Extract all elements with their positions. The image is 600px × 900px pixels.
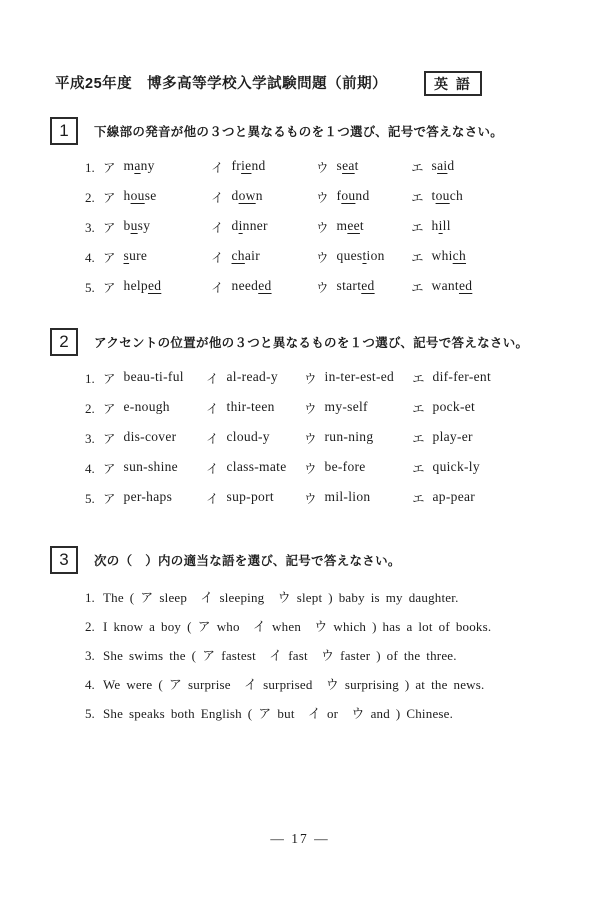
question-row: [85, 369, 580, 399]
choice-kana: イ: [211, 281, 224, 295]
choice: [411, 188, 580, 206]
choice-word: in-ter-est-ed: [324, 369, 395, 384]
choice-word: [124, 188, 157, 206]
word-part: sy: [137, 218, 151, 233]
word-part: s: [336, 158, 343, 173]
underlined-part: ie: [241, 158, 252, 173]
choice-word: [432, 218, 451, 236]
choice-word: my-self: [324, 399, 368, 414]
word-part: n: [255, 188, 263, 203]
underlined-part: ed: [258, 278, 272, 293]
sentence-text: The ( ア sleep イ sleeping ウ slept ) baby is my daughter.: [103, 590, 459, 605]
question-row: [85, 489, 580, 519]
choice: [412, 399, 580, 417]
sentence-item: [85, 616, 580, 645]
word-part: m: [123, 158, 135, 173]
question-number: 3.: [85, 431, 95, 446]
choice-kana: イ: [211, 251, 224, 265]
choice-word: [432, 278, 473, 296]
question-row: [85, 399, 580, 429]
choice: [206, 429, 304, 447]
page-title: 平成25年度 博多高等学校入学試験問題（前期）: [55, 76, 388, 92]
sentence-text: She speaks both English ( ア but イ or ウ and ) Chinese.: [103, 706, 454, 721]
choice-kana: ア: [103, 372, 116, 386]
choice-word: [337, 278, 375, 296]
choice-kana: エ: [412, 492, 425, 506]
choice: [103, 248, 211, 266]
word-part: d: [447, 158, 455, 173]
underlined-part: ou: [435, 188, 450, 203]
underlined-part: s: [123, 248, 130, 263]
choice-kana: エ: [411, 281, 424, 295]
choice-word: dif-fer-ent: [432, 369, 492, 384]
question-number: 1.: [85, 590, 95, 605]
choice-word: sup-port: [226, 489, 274, 504]
choice: [411, 278, 580, 296]
choice-word: [124, 158, 155, 176]
word-part: fr: [231, 158, 242, 173]
word-part: ure: [129, 248, 148, 263]
choice-kana: ア: [103, 462, 116, 476]
word-part: ques: [336, 248, 363, 263]
choice: [206, 489, 304, 507]
choice-kana: エ: [411, 191, 424, 205]
choice-kana: ア: [103, 402, 116, 416]
underlined-part: i: [238, 218, 243, 233]
choice-word: al-read-y: [226, 369, 278, 384]
choice-kana: イ: [206, 462, 219, 476]
choice-kana: イ: [206, 432, 219, 446]
word-part: t: [354, 158, 359, 173]
choice-kana: ウ: [316, 221, 329, 235]
choice: [316, 218, 411, 236]
question-number: 3.: [85, 220, 95, 235]
section-2-header: [50, 328, 580, 356]
choice-kana: イ: [206, 492, 219, 506]
choice-kana: ア: [103, 161, 116, 175]
choice-kana: イ: [211, 161, 224, 175]
section-number-box: [50, 546, 78, 574]
choice-kana: ウ: [304, 432, 317, 446]
choice: [304, 399, 412, 417]
choice-word: per-haps: [123, 489, 173, 504]
choice-kana: エ: [412, 402, 425, 416]
choice: [304, 369, 412, 387]
choice: [103, 459, 206, 477]
choice: [211, 278, 316, 296]
choice-word: [232, 188, 263, 206]
choice: [211, 188, 316, 206]
choice-word: [232, 218, 268, 236]
word-part: whi: [431, 248, 453, 263]
question-number: 4.: [85, 677, 95, 692]
choice-word: [337, 158, 359, 176]
underlined-part: ed: [458, 278, 473, 293]
choice-kana: ウ: [304, 492, 317, 506]
word-part: ch: [449, 188, 464, 203]
word-part: want: [431, 278, 459, 293]
question-row: [85, 278, 580, 308]
choice: [304, 429, 412, 447]
choice: [412, 429, 580, 447]
choice-word: play-er: [432, 429, 473, 444]
choice: [304, 489, 412, 507]
choice: [103, 489, 206, 507]
choice-word: [432, 158, 455, 176]
word-part: help: [123, 278, 148, 293]
section-1-header: [50, 117, 580, 145]
choice-kana: ア: [103, 191, 116, 205]
exam-header: [55, 70, 600, 98]
choice-word: [337, 248, 385, 266]
section-3-header: [50, 546, 580, 574]
underlined-part: u: [130, 218, 138, 233]
question-number: 1.: [85, 160, 95, 175]
choice: [411, 218, 580, 236]
word-part: f: [336, 188, 342, 203]
choice-kana: イ: [206, 372, 219, 386]
choice: [206, 459, 304, 477]
underlined-part: ch: [231, 248, 245, 263]
question-row: [85, 158, 580, 188]
word-part: air: [244, 248, 260, 263]
choice-kana: エ: [411, 221, 424, 235]
word-part: m: [336, 218, 348, 233]
sentence-item: [85, 645, 580, 674]
word-part: ll: [442, 218, 451, 233]
subject-label: 英 語: [434, 75, 472, 92]
question-number: 3.: [85, 648, 95, 663]
choice: [103, 218, 211, 236]
underlined-part: ed: [361, 278, 375, 293]
choice-kana: ア: [103, 432, 116, 446]
word-part: d: [231, 218, 239, 233]
choice-word: dis-cover: [123, 429, 177, 444]
choice-word: class-mate: [226, 459, 287, 474]
word-part: se: [144, 188, 157, 203]
choice: [103, 429, 206, 447]
choice: [411, 248, 580, 266]
word-part: nner: [242, 218, 268, 233]
question-number: 2.: [85, 619, 95, 634]
choice-kana: エ: [412, 462, 425, 476]
choice: [316, 158, 411, 176]
choice: [103, 278, 211, 296]
question-number: 2.: [85, 190, 95, 205]
choice: [316, 248, 411, 266]
section-1: [50, 117, 580, 308]
section-2-rows: [85, 369, 580, 519]
choice: [412, 369, 580, 387]
choice-word: sun-shine: [123, 459, 178, 474]
choice-word: quick-ly: [432, 459, 480, 474]
choice-word: pock-et: [432, 399, 476, 414]
section-1-rows: [85, 158, 580, 308]
question-row: [85, 429, 580, 459]
choice: [411, 158, 580, 176]
underlined-part: ed: [147, 278, 162, 293]
underlined-part: a: [134, 158, 141, 173]
word-part: s: [431, 158, 438, 173]
sentence-text: We were ( ア surprise イ surprised ウ surprising ) at the news.: [103, 677, 485, 692]
underlined-part: ai: [437, 158, 448, 173]
choice-word: [232, 278, 272, 296]
word-part: h: [431, 218, 439, 233]
question-number: 4.: [85, 250, 95, 265]
choice-word: [432, 188, 464, 206]
choice: [211, 248, 316, 266]
choice-kana: ア: [103, 281, 116, 295]
section-number-box: [50, 117, 78, 145]
word-part: nd: [251, 158, 266, 173]
section-instruction: アクセントの位置が他の３つと異なるものを１つ選び、記号で答えなさい。: [94, 336, 529, 350]
choice-word: ap-pear: [432, 489, 476, 504]
word-part: t: [359, 218, 364, 233]
underlined-part: ee: [347, 218, 360, 233]
choice-word: [232, 158, 266, 176]
choice: [103, 399, 206, 417]
word-part: ion: [366, 248, 385, 263]
choice-kana: ウ: [316, 161, 329, 175]
choice-word: [432, 248, 467, 266]
section-instruction: 下線部の発音が他の３つと異なるものを１つ選び、記号で答えなさい。: [94, 125, 504, 139]
section-instruction: 次の（ ）内の適当な語を選び、記号で答えなさい。: [94, 554, 401, 568]
question-row: [85, 218, 580, 248]
choice: [211, 218, 316, 236]
underlined-part: ow: [238, 188, 256, 203]
choice-kana: エ: [412, 432, 425, 446]
choice: [103, 188, 211, 206]
question-number: 5.: [85, 280, 95, 295]
word-part: nd: [355, 188, 370, 203]
sentence-item: [85, 674, 580, 703]
choice-kana: エ: [412, 372, 425, 386]
choice-word: e-nough: [123, 399, 170, 414]
section-number: 3: [59, 550, 69, 569]
choice-kana: ウ: [316, 191, 329, 205]
section-number: 2: [59, 332, 69, 351]
sentence-text: She swims the ( ア fastest イ fast ウ faster ) of the three.: [103, 648, 457, 663]
choice-kana: イ: [206, 402, 219, 416]
sentence-item: [85, 587, 580, 616]
question-number: 5.: [85, 491, 95, 506]
choice: [412, 459, 580, 477]
choice-word: mil-lion: [324, 489, 371, 504]
choice-word: [124, 278, 162, 296]
section-number: 1: [59, 121, 69, 140]
question-row: [85, 248, 580, 278]
underlined-part: ea: [342, 158, 355, 173]
choice-kana: ウ: [316, 251, 329, 265]
choice: [316, 188, 411, 206]
section-3-items: [85, 587, 580, 732]
question-number: 2.: [85, 401, 95, 416]
choice-word: beau-ti-ful: [123, 369, 184, 384]
word-part: ny: [140, 158, 155, 173]
word-part: need: [231, 278, 259, 293]
underlined-part: ou: [341, 188, 356, 203]
choice-kana: ア: [103, 221, 116, 235]
word-part: d: [231, 188, 239, 203]
choice: [103, 158, 211, 176]
section-2: [50, 328, 580, 519]
section-3: [50, 546, 580, 732]
choice: [316, 278, 411, 296]
choice-word: [124, 218, 151, 236]
choice: [304, 459, 412, 477]
question-number: 5.: [85, 706, 95, 721]
choice: [103, 369, 206, 387]
choice: [206, 399, 304, 417]
choice-kana: エ: [411, 251, 424, 265]
choice-kana: イ: [211, 221, 224, 235]
sentence-item: [85, 703, 580, 732]
underlined-part: ch: [452, 248, 467, 263]
choice-kana: ア: [103, 251, 116, 265]
word-part: b: [123, 218, 131, 233]
choice-kana: エ: [411, 161, 424, 175]
choice-kana: ウ: [304, 402, 317, 416]
choice-word: run-ning: [324, 429, 374, 444]
choice-kana: ウ: [304, 462, 317, 476]
choice-kana: ア: [103, 492, 116, 506]
word-part: start: [336, 278, 362, 293]
page-number: — 17 —: [270, 831, 330, 846]
choice-word: [337, 218, 364, 236]
question-row: [85, 459, 580, 489]
word-part: t: [431, 188, 436, 203]
underlined-part: t: [362, 248, 367, 263]
question-number: 4.: [85, 461, 95, 476]
question-number: 1.: [85, 371, 95, 386]
choice-word: [124, 248, 148, 266]
section-number-box: [50, 328, 78, 356]
word-part: h: [123, 188, 131, 203]
choice: [206, 369, 304, 387]
question-row: [85, 188, 580, 218]
choice-word: [337, 188, 370, 206]
sentence-text: I know a boy ( ア who イ when ウ which ) has a lot of books.: [103, 619, 492, 634]
choice-word: cloud-y: [226, 429, 270, 444]
underlined-part: ou: [130, 188, 145, 203]
subject-box: [424, 71, 482, 96]
choice-kana: ウ: [316, 281, 329, 295]
choice-word: thir-teen: [226, 399, 275, 414]
choice-word: [232, 248, 260, 266]
choice: [412, 489, 580, 507]
choice: [211, 158, 316, 176]
underlined-part: i: [438, 218, 443, 233]
choice-kana: ウ: [304, 372, 317, 386]
choice-kana: イ: [211, 191, 224, 205]
choice-word: be-fore: [324, 459, 366, 474]
